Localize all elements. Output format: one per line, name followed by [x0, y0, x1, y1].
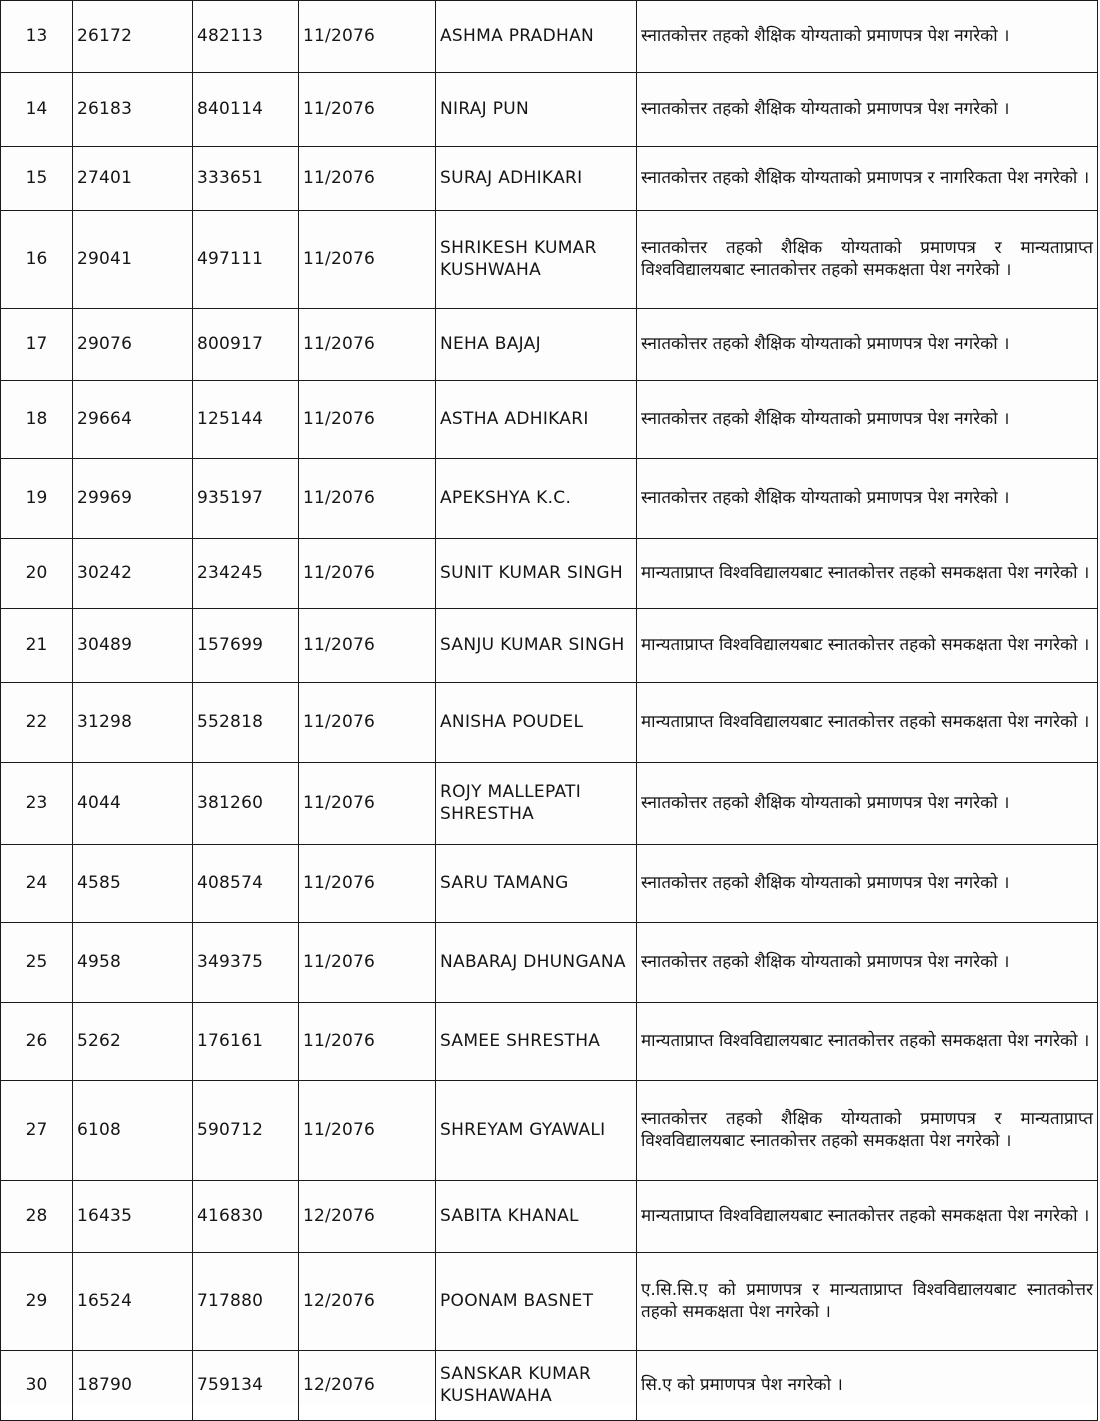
- applicant-name-cell: ASTHA ADHIKARI: [436, 381, 637, 459]
- roll-number-cell: 29076: [73, 309, 193, 381]
- date-cell: 11/2076: [299, 683, 436, 763]
- table-row: [1, 1351, 1098, 1421]
- serial-number-cell: 23: [1, 763, 73, 845]
- table-row: [1, 381, 1098, 459]
- table-body: [1, 1, 1098, 1421]
- table-row: [1, 1181, 1098, 1253]
- table-row: [1, 609, 1098, 683]
- roll-number-cell: 29969: [73, 459, 193, 539]
- roll-number-cell: 29041: [73, 211, 193, 309]
- registration-number-cell: 800917: [193, 309, 299, 381]
- registration-number-cell: 333651: [193, 147, 299, 211]
- remark-cell: स्नातकोत्तर तहको शैक्षिक योग्यताको प्रमाणपत्र र मान्यताप्राप्त विश्वविद्यालयबाट स्नातकोत्तर तहको समकक्षता पेश नगरेको ।: [637, 1081, 1098, 1181]
- applicant-name-cell: SABITA KHANAL: [436, 1181, 637, 1253]
- applicant-name-cell: SHRIKESH KUMAR KUSHWAHA: [436, 211, 637, 309]
- table-row: [1, 1253, 1098, 1351]
- serial-number-cell: 30: [1, 1351, 73, 1421]
- registration-number-cell: 935197: [193, 459, 299, 539]
- applicant-name-cell: ASHMA PRADHAN: [436, 1, 637, 73]
- applicant-name-cell: POONAM BASNET: [436, 1253, 637, 1351]
- serial-number-cell: 29: [1, 1253, 73, 1351]
- serial-number-cell: 15: [1, 147, 73, 211]
- date-cell: 11/2076: [299, 1081, 436, 1181]
- applicant-name-cell: SUNIT KUMAR SINGH: [436, 539, 637, 609]
- remark-cell: मान्यताप्राप्त विश्वविद्यालयबाट स्नातकोत्तर तहको समकक्षता पेश नगरेको ।: [637, 1003, 1098, 1081]
- applicant-name-cell: SARU TAMANG: [436, 845, 637, 923]
- applicant-name-cell: SURAJ ADHIKARI: [436, 147, 637, 211]
- roll-number-cell: 4044: [73, 763, 193, 845]
- roll-number-cell: 31298: [73, 683, 193, 763]
- roll-number-cell: 6108: [73, 1081, 193, 1181]
- roll-number-cell: 16435: [73, 1181, 193, 1253]
- serial-number-cell: 14: [1, 73, 73, 147]
- serial-number-cell: 26: [1, 1003, 73, 1081]
- remark-cell: स्नातकोत्तर तहको शैक्षिक योग्यताको प्रमाणपत्र पेश नगरेको ।: [637, 381, 1098, 459]
- date-cell: 12/2076: [299, 1181, 436, 1253]
- date-cell: 11/2076: [299, 309, 436, 381]
- table-row: [1, 1003, 1098, 1081]
- table-row: [1, 1, 1098, 73]
- registration-number-cell: 552818: [193, 683, 299, 763]
- serial-number-cell: 13: [1, 1, 73, 73]
- date-cell: 12/2076: [299, 1253, 436, 1351]
- serial-number-cell: 22: [1, 683, 73, 763]
- remark-cell: स्नातकोत्तर तहको शैक्षिक योग्यताको प्रमाणपत्र पेश नगरेको ।: [637, 309, 1098, 381]
- registration-number-cell: 759134: [193, 1351, 299, 1421]
- roll-number-cell: 26172: [73, 1, 193, 73]
- applicant-name-cell: SHREYAM GYAWALI: [436, 1081, 637, 1181]
- remark-cell: स्नातकोत्तर तहको शैक्षिक योग्यताको प्रमाणपत्र पेश नगरेको ।: [637, 845, 1098, 923]
- serial-number-cell: 17: [1, 309, 73, 381]
- date-cell: 11/2076: [299, 381, 436, 459]
- registration-number-cell: 482113: [193, 1, 299, 73]
- roll-number-cell: 4585: [73, 845, 193, 923]
- roll-number-cell: 26183: [73, 73, 193, 147]
- roll-number-cell: 18790: [73, 1351, 193, 1421]
- serial-number-cell: 27: [1, 1081, 73, 1181]
- roll-number-cell: 27401: [73, 147, 193, 211]
- applicant-name-cell: NABARAJ DHUNGANA: [436, 923, 637, 1003]
- registration-number-cell: 416830: [193, 1181, 299, 1253]
- date-cell: 11/2076: [299, 73, 436, 147]
- remark-cell: मान्यताप्राप्त विश्वविद्यालयबाट स्नातकोत्तर तहको समकक्षता पेश नगरेको ।: [637, 539, 1098, 609]
- table-row: [1, 147, 1098, 211]
- date-cell: 11/2076: [299, 845, 436, 923]
- applicant-name-cell: SANJU KUMAR SINGH: [436, 609, 637, 683]
- remark-cell: मान्यताप्राप्त विश्वविद्यालयबाट स्नातकोत्तर तहको समकक्षता पेश नगरेको ।: [637, 609, 1098, 683]
- remark-cell: स्नातकोत्तर तहको शैक्षिक योग्यताको प्रमाणपत्र पेश नगरेको ।: [637, 459, 1098, 539]
- registration-number-cell: 381260: [193, 763, 299, 845]
- table-row: [1, 539, 1098, 609]
- serial-number-cell: 28: [1, 1181, 73, 1253]
- table-row: [1, 923, 1098, 1003]
- registration-number-cell: 176161: [193, 1003, 299, 1081]
- date-cell: 11/2076: [299, 539, 436, 609]
- table-row: [1, 309, 1098, 381]
- remark-cell: स्नातकोत्तर तहको शैक्षिक योग्यताको प्रमाणपत्र पेश नगरेको ।: [637, 1, 1098, 73]
- remark-cell: स्नातकोत्तर तहको शैक्षिक योग्यताको प्रमाणपत्र र मान्यताप्राप्त विश्वविद्यालयबाट स्नातकोत्तर तहको समकक्षता पेश नगरेको ।: [637, 211, 1098, 309]
- date-cell: 11/2076: [299, 923, 436, 1003]
- registration-number-cell: 840114: [193, 73, 299, 147]
- applicant-name-cell: NEHA BAJAJ: [436, 309, 637, 381]
- roll-number-cell: 5262: [73, 1003, 193, 1081]
- registration-number-cell: 125144: [193, 381, 299, 459]
- applicant-name-cell: ROJY MALLEPATI SHRESTHA: [436, 763, 637, 845]
- date-cell: 11/2076: [299, 459, 436, 539]
- date-cell: 11/2076: [299, 763, 436, 845]
- serial-number-cell: 16: [1, 211, 73, 309]
- registration-number-cell: 157699: [193, 609, 299, 683]
- registration-number-cell: 717880: [193, 1253, 299, 1351]
- serial-number-cell: 25: [1, 923, 73, 1003]
- table-row: [1, 845, 1098, 923]
- table-row: [1, 1081, 1098, 1181]
- remark-cell: स्नातकोत्तर तहको शैक्षिक योग्यताको प्रमाणपत्र पेश नगरेको ।: [637, 73, 1098, 147]
- registration-number-cell: 497111: [193, 211, 299, 309]
- remark-cell: स्नातकोत्तर तहको शैक्षिक योग्यताको प्रमाणपत्र पेश नगरेको ।: [637, 923, 1098, 1003]
- applicant-name-cell: APEKSHYA K.C.: [436, 459, 637, 539]
- table-row: [1, 763, 1098, 845]
- serial-number-cell: 19: [1, 459, 73, 539]
- date-cell: 11/2076: [299, 147, 436, 211]
- applicant-name-cell: ANISHA POUDEL: [436, 683, 637, 763]
- date-cell: 11/2076: [299, 609, 436, 683]
- remark-cell: मान्यताप्राप्त विश्वविद्यालयबाट स्नातकोत्तर तहको समकक्षता पेश नगरेको ।: [637, 683, 1098, 763]
- roll-number-cell: 29664: [73, 381, 193, 459]
- table-row: [1, 73, 1098, 147]
- table-row: [1, 211, 1098, 309]
- roll-number-cell: 30242: [73, 539, 193, 609]
- date-cell: 11/2076: [299, 1003, 436, 1081]
- roll-number-cell: 30489: [73, 609, 193, 683]
- registration-number-cell: 590712: [193, 1081, 299, 1181]
- table-row: [1, 683, 1098, 763]
- serial-number-cell: 18: [1, 381, 73, 459]
- serial-number-cell: 20: [1, 539, 73, 609]
- remark-cell: ए.सि.सि.ए को प्रमाणपत्र र मान्यताप्राप्त विश्वविद्यालयबाट स्नातकोत्तर तहको समकक्षता पेश नगरेको ।: [637, 1253, 1098, 1351]
- registration-number-cell: 234245: [193, 539, 299, 609]
- applicant-name-cell: NIRAJ PUN: [436, 73, 637, 147]
- registration-number-cell: 349375: [193, 923, 299, 1003]
- registration-number-cell: 408574: [193, 845, 299, 923]
- remark-cell: मान्यताप्राप्त विश्वविद्यालयबाट स्नातकोत्तर तहको समकक्षता पेश नगरेको ।: [637, 1181, 1098, 1253]
- applicant-name-cell: SANSKAR KUMAR KUSHAWAHA: [436, 1351, 637, 1421]
- remark-cell: सि.ए को प्रमाणपत्र पेश नगरेको ।: [637, 1351, 1098, 1421]
- table-row: [1, 459, 1098, 539]
- remark-cell: स्नातकोत्तर तहको शैक्षिक योग्यताको प्रमाणपत्र र नागरिकता पेश नगरेको ।: [637, 147, 1098, 211]
- serial-number-cell: 24: [1, 845, 73, 923]
- date-cell: 11/2076: [299, 1, 436, 73]
- applicant-name-cell: SAMEE SHRESTHA: [436, 1003, 637, 1081]
- date-cell: 12/2076: [299, 1351, 436, 1421]
- serial-number-cell: 21: [1, 609, 73, 683]
- roll-number-cell: 16524: [73, 1253, 193, 1351]
- roll-number-cell: 4958: [73, 923, 193, 1003]
- date-cell: 11/2076: [299, 211, 436, 309]
- remark-cell: स्नातकोत्तर तहको शैक्षिक योग्यताको प्रमाणपत्र पेश नगरेको ।: [637, 763, 1098, 845]
